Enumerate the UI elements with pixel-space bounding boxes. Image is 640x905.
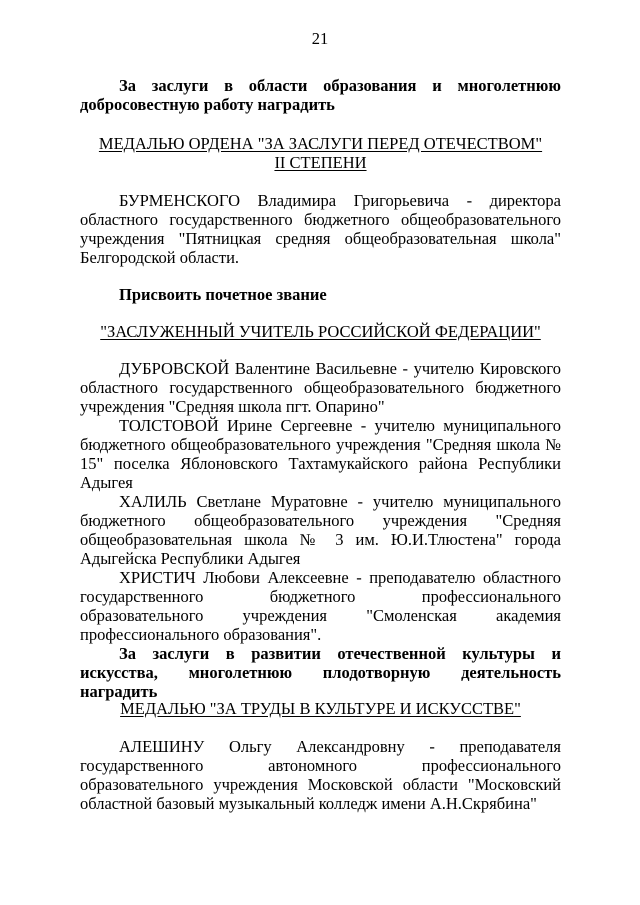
section3-intro: За заслуги в развитии отечественной культуры и искусства, многолетнюю плодотворную деятельность наградить	[80, 644, 561, 701]
section1-award-line2: II СТЕПЕНИ	[274, 153, 367, 172]
award-entry: АЛЕШИНУ Ольгу Александровну - преподавателя государственного автономного профессионального образовательного учреждения Московской области "Московский областной базовый музыкальный колледж имени А.Н.Скрябина"	[80, 737, 561, 813]
section1-award-line1: МЕДАЛЬЮ ОРДЕНА "ЗА ЗАСЛУГИ ПЕРЕД ОТЕЧЕСТВОМ"	[98, 134, 543, 153]
page-number: 21	[311, 29, 329, 48]
section3-entries	[80, 737, 561, 813]
section2-intro: Присвоить почетное звание	[119, 285, 327, 304]
section2-entries	[80, 359, 561, 644]
award-entry: ТОЛСТОВОЙ Ирине Сергеевне - учителю муниципального бюджетного общеобразовательного учреждения "Средняя школа № 15" поселка Яблоновского Тахтамукайского района Республики Адыгея	[80, 416, 561, 492]
award-entry: ХРИСТИЧ Любови Алексеевне - преподавателю областного государственного бюджетного профессионального образовательного учреждения "Смоленская академия профессионального образования".	[80, 568, 561, 644]
award-entry: ДУБРОВСКОЙ Валентине Васильевне - учителю Кировского областного государственного общеобразовательного бюджетного учреждения "Средняя школа пгт. Опарино"	[80, 359, 561, 416]
award-entry: ХАЛИЛЬ Светлане Муратовне - учителю муниципального бюджетного общеобразовательного учреждения "Средняя общеобразовательная школа № 3 им. Ю.И.Тлюстена" города Адыгейска Республики Адыгея	[80, 492, 561, 568]
section3-award: МЕДАЛЬЮ "ЗА ТРУДЫ В КУЛЬТУРЕ И ИСКУССТВЕ"	[120, 699, 521, 718]
section1-intro: За заслуги в области образования и многолетнюю добросовестную работу наградить	[80, 76, 561, 114]
award-entry: БУРМЕНСКОГО Владимира Григорьевича - директора областного государственного бюджетного общеобразовательного учреждения "Пятницкая средняя общеобразовательная школа" Белгородской области.	[80, 191, 561, 267]
section2-award: "ЗАСЛУЖЕННЫЙ УЧИТЕЛЬ РОССИЙСКОЙ ФЕДЕРАЦИИ"	[100, 322, 541, 341]
section1-entries	[80, 191, 561, 267]
